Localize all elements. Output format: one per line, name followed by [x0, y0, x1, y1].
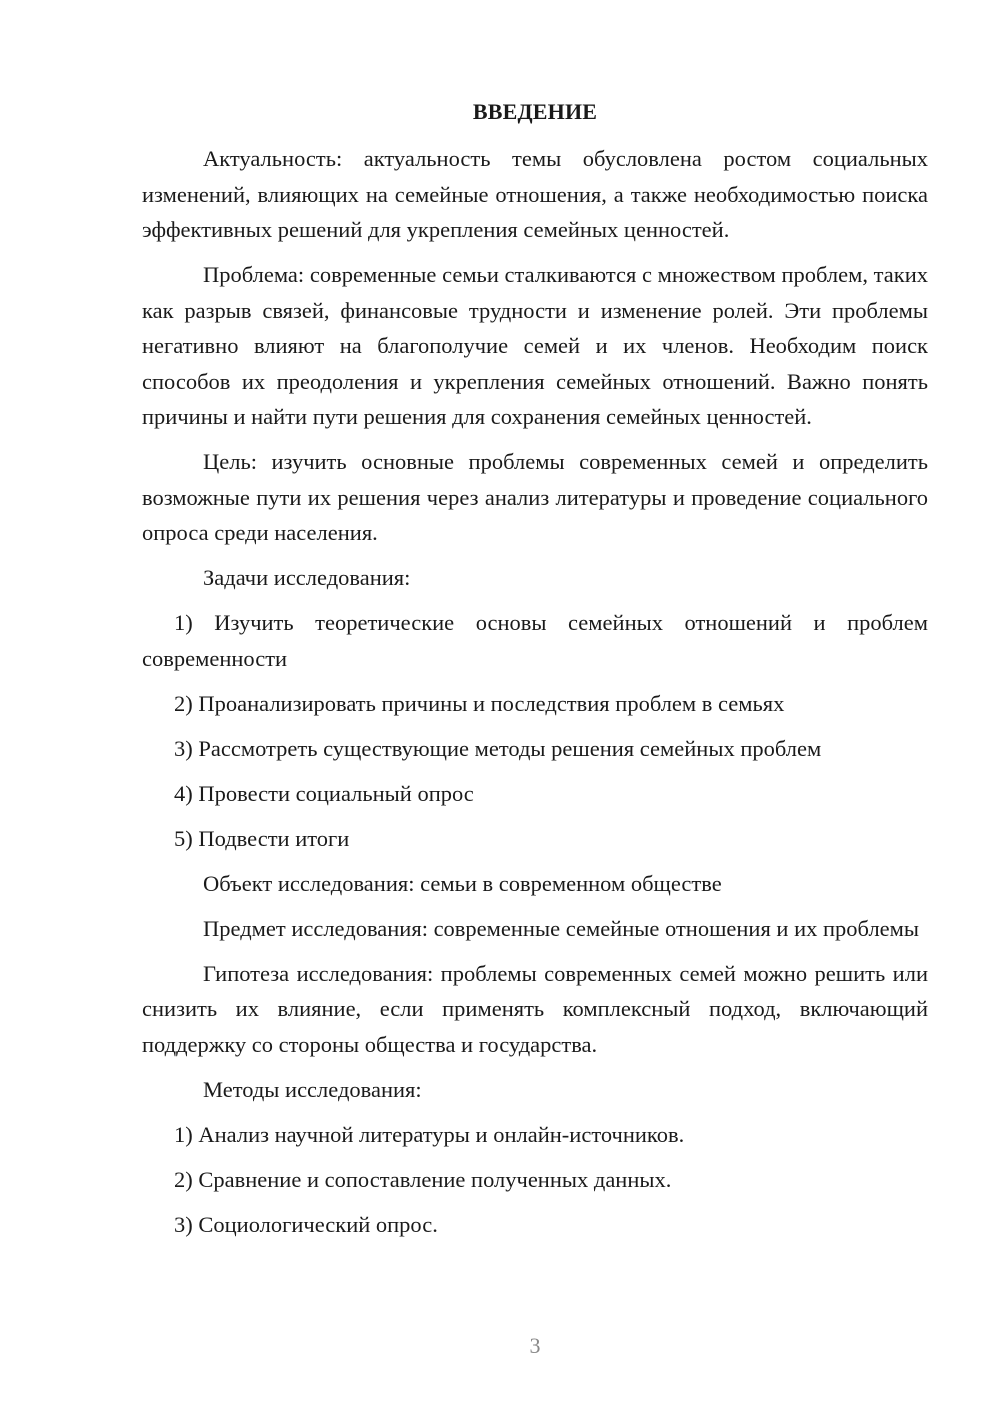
task-item-4: 4) Провести социальный опрос — [174, 780, 474, 806]
document-page — [142, 0, 928, 1414]
methods-title: Методы исследования: — [203, 1076, 422, 1102]
task-item-5: 5) Подвести итоги — [174, 825, 350, 851]
hypothesis-paragraph: Гипотеза исследования: проблемы современных семей можно решить или снизить их влияние, если применять комплексный подход, включающий поддержку со стороны общества и государства. — [142, 960, 928, 1057]
document-body — [142, 141, 928, 1242]
subject-paragraph: Предмет исследования: современные семейные отношения и их проблемы — [203, 915, 920, 941]
problem-paragraph: Проблема: современные семьи сталкиваются с множеством проблем, таких как разрыв связей, финансовые трудности и изменение ролей. Эти проблемы негативно влияют на благополучие семей и их членов. Необходим поиск способов их преодоления и укрепления семейных отношений. Важно понять причины и найти пути решения для сохранения семейных ценностей. — [142, 262, 928, 429]
task-item-3: 3) Рассмотреть существующие методы решения семейных проблем — [174, 735, 822, 761]
method-item-3: 3) Социологический опрос. — [174, 1211, 438, 1237]
goal-paragraph: Цель: изучить основные проблемы современных семей и определить возможные пути их решения через анализ литературы и проведение социального опроса среди населения. — [142, 449, 928, 545]
method-item-1: 1) Анализ научной литературы и онлайн-источников. — [174, 1121, 685, 1147]
tasks-title: Задачи исследования: — [203, 565, 411, 590]
relevance-paragraph: Актуальность: актуальность темы обусловлена ростом социальных изменений, влияющих на семейные отношения, а также необходимостью поиска эффективных решений для укрепления семейных ценностей. — [142, 146, 928, 242]
section-heading: ВВЕДЕНИЕ — [472, 99, 598, 124]
task-item-1: 1) Изучить теоретические основы семейных отношений и проблем современности — [142, 610, 928, 671]
method-item-2: 2) Сравнение и сопоставление полученных данных. — [174, 1166, 672, 1192]
page-number: 3 — [529, 1333, 541, 1358]
object-paragraph: Объект исследования: семьи в современном обществе — [203, 870, 722, 896]
task-item-2: 2) Проанализировать причины и последствия проблем в семьях — [174, 690, 785, 716]
